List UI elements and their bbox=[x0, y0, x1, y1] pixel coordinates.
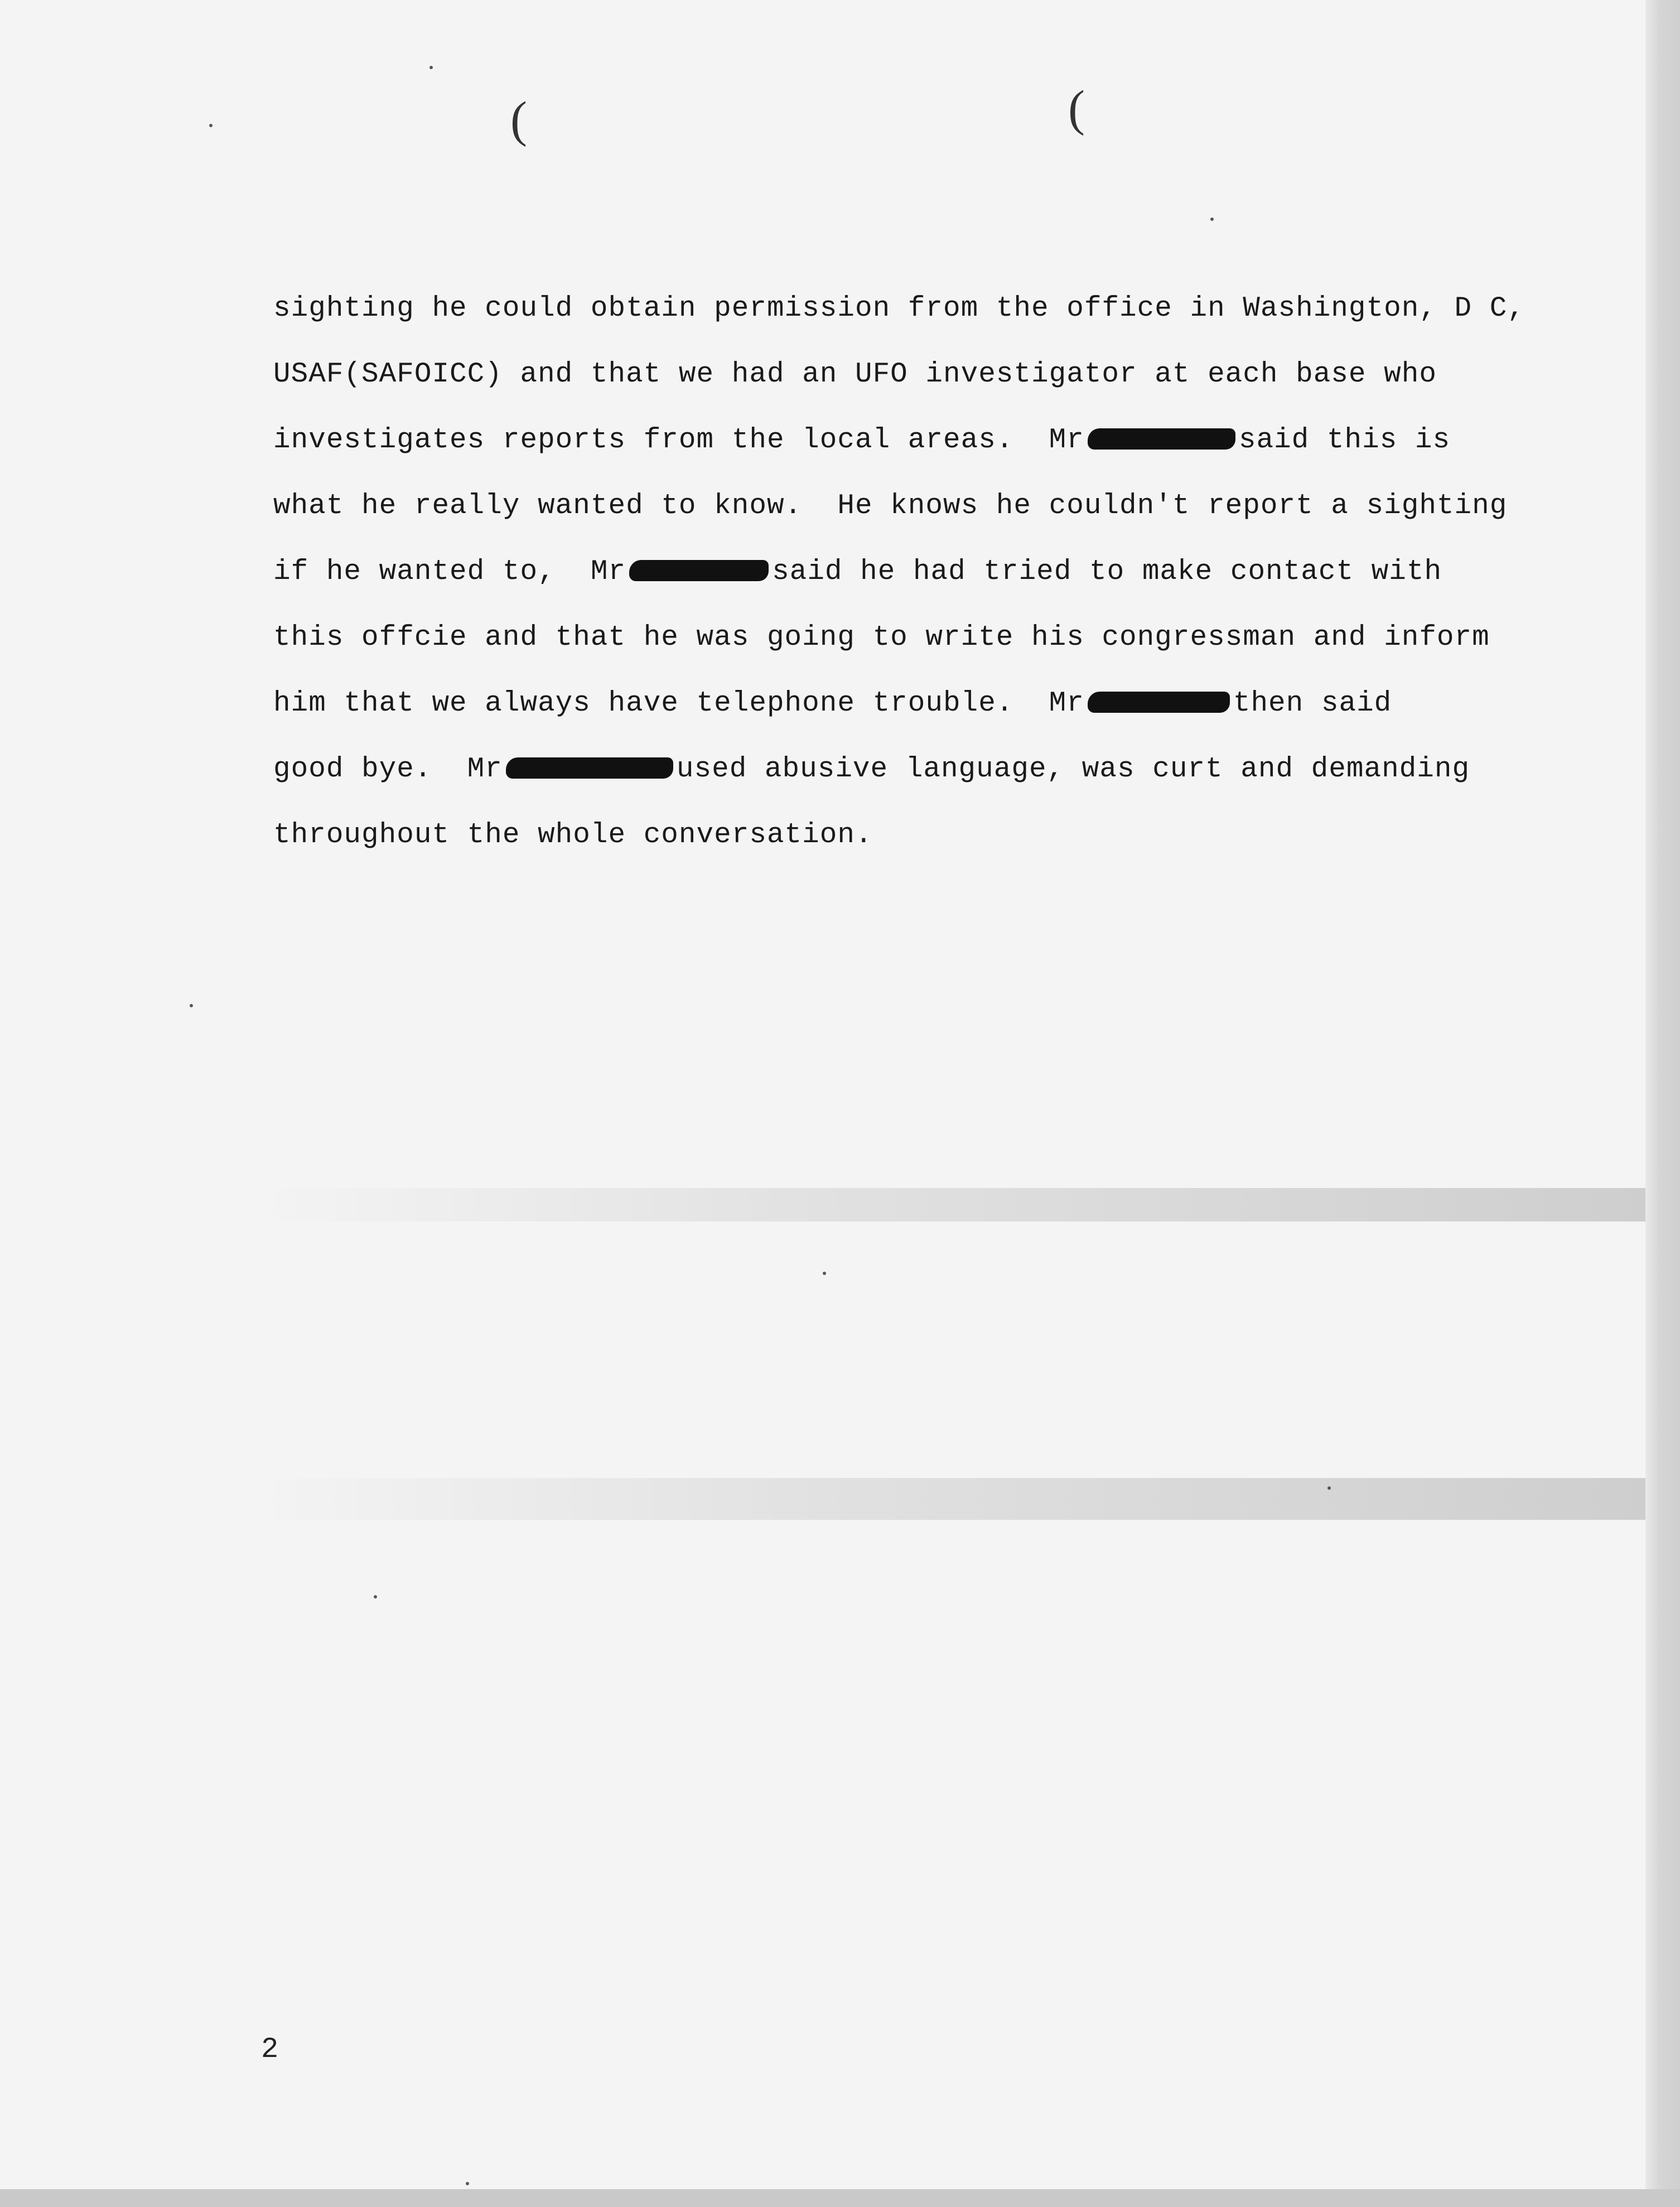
page-number: 2 bbox=[261, 2033, 279, 2066]
scan-fleck bbox=[209, 124, 213, 127]
memo-body bbox=[273, 276, 1525, 868]
text-line: what he really wanted to know. He knows he couldn't report a sighting bbox=[273, 490, 1508, 522]
text-line: investigates reports from the local areas. Mr said this is bbox=[273, 424, 1451, 456]
scan-smudge-band bbox=[257, 1478, 1651, 1520]
redaction-mark bbox=[1088, 428, 1235, 450]
scan-fleck bbox=[429, 66, 433, 69]
scan-fleck bbox=[466, 2182, 469, 2185]
text-line: sighting he could obtain permission from the office in Washington, D C, bbox=[273, 293, 1525, 325]
text-line: throughout the whole conversation. bbox=[273, 819, 873, 851]
text-line: if he wanted to, Mr said he had tried to make contact with bbox=[273, 556, 1442, 588]
scan-fleck bbox=[374, 1595, 377, 1598]
scan-fleck bbox=[190, 1004, 193, 1007]
text-line: this offcie and that he was going to write his congressman and inform bbox=[273, 622, 1490, 654]
redaction-mark bbox=[506, 757, 673, 779]
scan-fleck bbox=[1327, 1486, 1331, 1490]
scan-fleck bbox=[823, 1272, 826, 1275]
punch-hole-mark-right: ( bbox=[1068, 81, 1085, 136]
scan-fleck bbox=[1210, 218, 1214, 221]
scan-bottom-edge bbox=[0, 2189, 1680, 2207]
text-line: good bye. Mr used abusive language, was curt and demanding bbox=[273, 754, 1470, 785]
redaction-mark bbox=[1088, 692, 1230, 713]
scan-right-edge bbox=[1645, 0, 1680, 2207]
punch-hole-mark-left: ( bbox=[510, 92, 527, 147]
text-line: him that we always have telephone trouble. Mr then said bbox=[273, 688, 1392, 719]
redaction-mark bbox=[629, 560, 769, 581]
scan-smudge-band bbox=[257, 1188, 1651, 1221]
text-line: USAF(SAFOICC) and that we had an UFO investigator at each base who bbox=[273, 359, 1437, 390]
